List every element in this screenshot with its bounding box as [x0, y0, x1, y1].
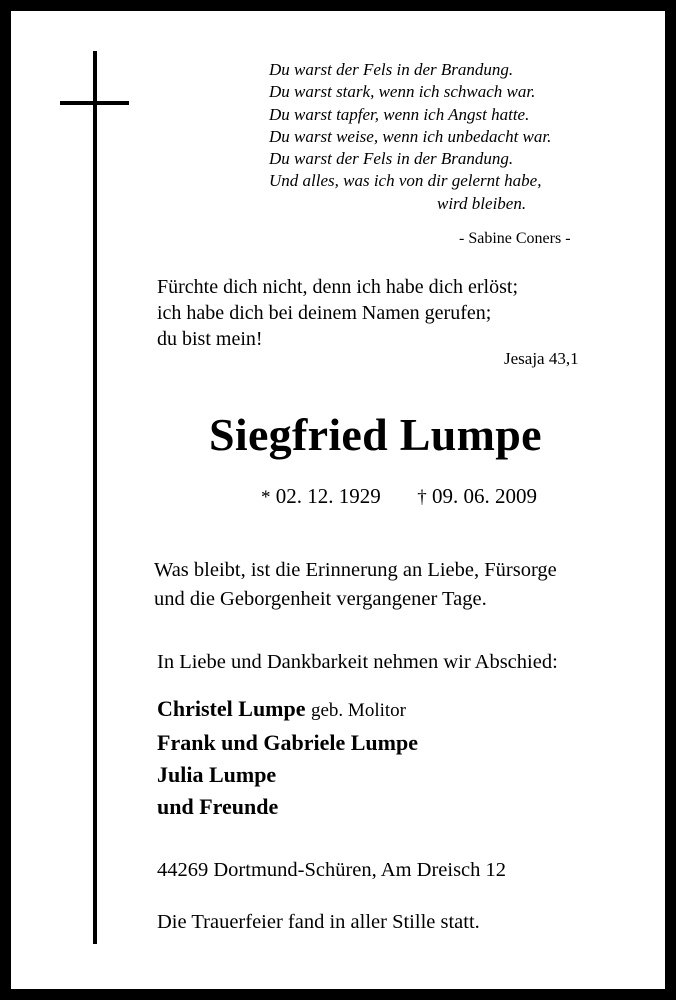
death-cross-icon: † — [417, 487, 427, 508]
poem-line: Und alles, was ich von dir gelernt habe, — [269, 171, 542, 191]
family-member — [157, 693, 418, 727]
poem-line: Du warst stark, wenn ich schwach war. — [269, 82, 536, 102]
service-note: Die Trauerfeier fand in aller Stille statt. — [157, 911, 480, 933]
poem-line: Du warst weise, wenn ich unbedacht war. — [269, 126, 552, 146]
poem-author: - Sabine Coners - — [459, 230, 571, 247]
cross-vertical-bar — [93, 51, 97, 944]
maiden-name-note: geb. Molitor — [311, 700, 406, 721]
address: 44269 Dortmund-Schüren, Am Dreisch 12 — [157, 859, 507, 881]
verse-line: ich habe dich bei deinem Namen gerufen; — [157, 302, 492, 324]
family-member-name: Christel Lumpe — [157, 696, 306, 721]
poem-line: wird bleiben. — [437, 193, 527, 213]
verse-line: du bist mein! — [157, 328, 263, 350]
verse-line: Fürchte dich nicht, denn ich habe dich erlöst; — [157, 276, 519, 298]
birth-star-icon: * — [261, 487, 271, 508]
poem-line: Du warst der Fels in der Brandung. — [269, 60, 514, 79]
bible-verse — [157, 274, 518, 352]
memory-line: und die Geborgenheit vergangener Tage. — [154, 588, 487, 610]
family-list — [157, 693, 418, 823]
cross-horizontal-bar — [60, 101, 129, 105]
memory-text — [154, 556, 557, 614]
poem-line: Du warst der Fels in der Brandung. — [269, 149, 514, 169]
poem — [269, 59, 639, 215]
family-member: und Freunde — [157, 794, 279, 819]
death-date: 09. 06. 2009 — [432, 484, 537, 508]
verse-reference: Jesaja 43,1 — [504, 349, 579, 368]
family-member: Frank und Gabriele Lumpe — [157, 730, 418, 755]
poem-line: Du warst tapfer, wenn ich Angst hatte. — [269, 104, 530, 124]
family-member: Julia Lumpe — [157, 762, 277, 787]
memory-line: Was bleibt, ist die Erinnerung an Liebe, Fürsorge — [154, 559, 557, 581]
life-dates — [261, 484, 537, 509]
birth-date: 02. 12. 1929 — [275, 484, 381, 508]
farewell-text: In Liebe und Dankbarkeit nehmen wir Abschied: — [157, 651, 558, 673]
deceased-name: Siegfried Lumpe — [209, 409, 542, 460]
